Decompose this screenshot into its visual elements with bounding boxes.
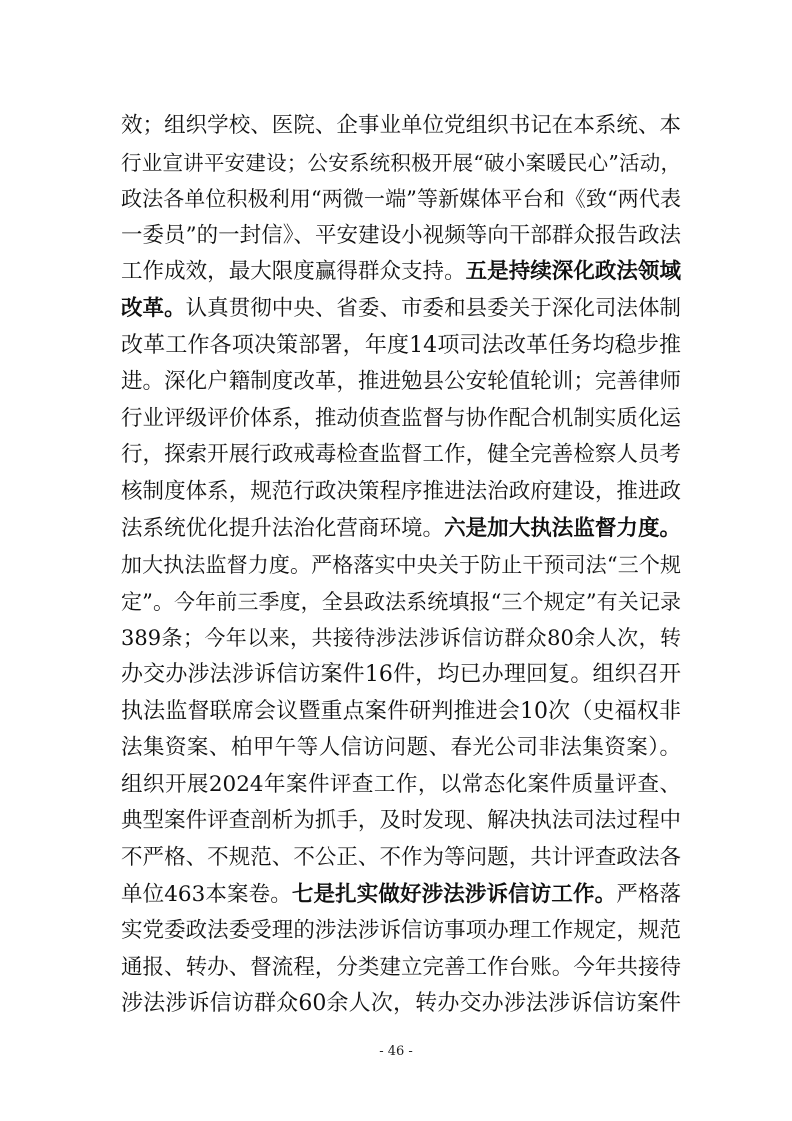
body-text-segment: 定”。今年前三季度，全县政法系统填报“三个规定”有关记录 [121, 589, 681, 614]
body-text-segment: 核制度体系，规范行政决策程序推进法治政府建设，推进政 [121, 479, 681, 504]
text-line [121, 620, 681, 656]
body-text-segment: 涉法涉诉信访群众60余人次，转办交办涉法涉诉信访案件 [121, 991, 681, 1017]
text-line [121, 584, 681, 620]
bold-heading-text: 五是持续深化政法领域 [465, 259, 681, 285]
body-text-segment: 改革工作各项决策部署，年度14项司法改革任务均稳步推 [121, 332, 681, 358]
text-line [121, 291, 681, 327]
text-line [121, 986, 681, 1022]
text-line [121, 181, 681, 217]
body-text-segment: 典型案件评查剖析为抓手，及时发现、解决执法司法过程中 [121, 808, 681, 834]
body-text-segment: 法系统优化提升法治化营商环境。 [121, 515, 445, 541]
text-line [121, 950, 681, 986]
body-text-segment: 认真贯彻中央、省委、市委和县委关于深化司法体制 [185, 296, 681, 321]
bold-heading-text: 改革。 [121, 296, 186, 321]
page-number: - 46 - [379, 1044, 413, 1059]
body-text-segment: 组织开展2024年案件评查工作，以常态化案件质量评查、 [121, 771, 681, 797]
text-line [121, 364, 681, 400]
text-line [121, 840, 681, 876]
text-line [121, 877, 681, 913]
text-line [121, 437, 681, 473]
text-line [121, 730, 681, 766]
bold-heading-text: 六是加大执法监督力度。 [444, 515, 681, 541]
text-line [121, 511, 681, 547]
body-text-segment: 政法各单位积极利用“两微一端”等新媒体平台和《致“两代表 [121, 187, 681, 212]
body-text-segment: 单位463本案卷。 [121, 881, 292, 907]
text-line [121, 254, 681, 290]
body-text-segment: 加大执法监督力度。严格落实中央关于防止干预司法“三个规 [121, 553, 681, 578]
bold-heading-text: 七是扎实做好涉法涉诉信访工作。 [291, 881, 617, 907]
body-text-segment: 执法监督联席会议暨重点案件研判推进会10次（史福权非 [121, 698, 681, 724]
body-text-segment: 法集资案、柏甲午等人信访问题、春光公司非法集资案）。 [121, 735, 681, 761]
body-text-segment: 不严格、不规范、不公正、不作为等问题，共计评查政法各 [121, 845, 681, 870]
text-line [121, 328, 681, 364]
text-line [121, 803, 681, 839]
text-line [121, 913, 681, 949]
body-text-segment: 严格落 [616, 881, 681, 907]
text-line [121, 145, 681, 181]
text-line [121, 108, 681, 144]
text-line [121, 547, 681, 583]
text-line [121, 767, 681, 803]
text-line [121, 218, 681, 254]
body-text-segment: 行，探索开展行政戒毒检查监督工作，健全完善检察人员考 [121, 442, 681, 468]
text-line [121, 401, 681, 437]
body-text-segment: 工作成效，最大限度赢得群众支持。 [121, 259, 466, 285]
body-text-segment: 行业宣讲平安建设；公安系统积极开展“破小案暖民心”活动， [121, 150, 681, 175]
body-text-segment: 389条；今年以来，共接待涉法涉诉信访群众80余人次，转 [121, 626, 681, 651]
text-line [121, 694, 681, 730]
body-text-segment: 进。深化户籍制度改革，推进勉县公安轮值轮训；完善律师 [121, 369, 681, 395]
body-text-segment: 实党委政法委受理的涉法涉诉信访事项办理工作规定，规范 [121, 918, 681, 944]
body-text-segment: 通报、转办、督流程，分类建立完善工作台账。今年共接待 [121, 954, 681, 980]
body-text-segment: 行业评级评价体系，推动侦查监督与协作配合机制实质化运 [121, 405, 681, 431]
body-text-segment: 效；组织学校、医院、企事业单位党组织书记在本系统、本 [121, 113, 681, 138]
text-line [121, 657, 681, 693]
text-line [121, 474, 681, 510]
body-text-segment: 一委员”的一封信》、平安建设小视频等向干部群众报告政法 [121, 222, 681, 248]
body-text-segment: 办交办涉法涉诉信访案件16件，均已办理回复。组织召开 [121, 662, 681, 687]
